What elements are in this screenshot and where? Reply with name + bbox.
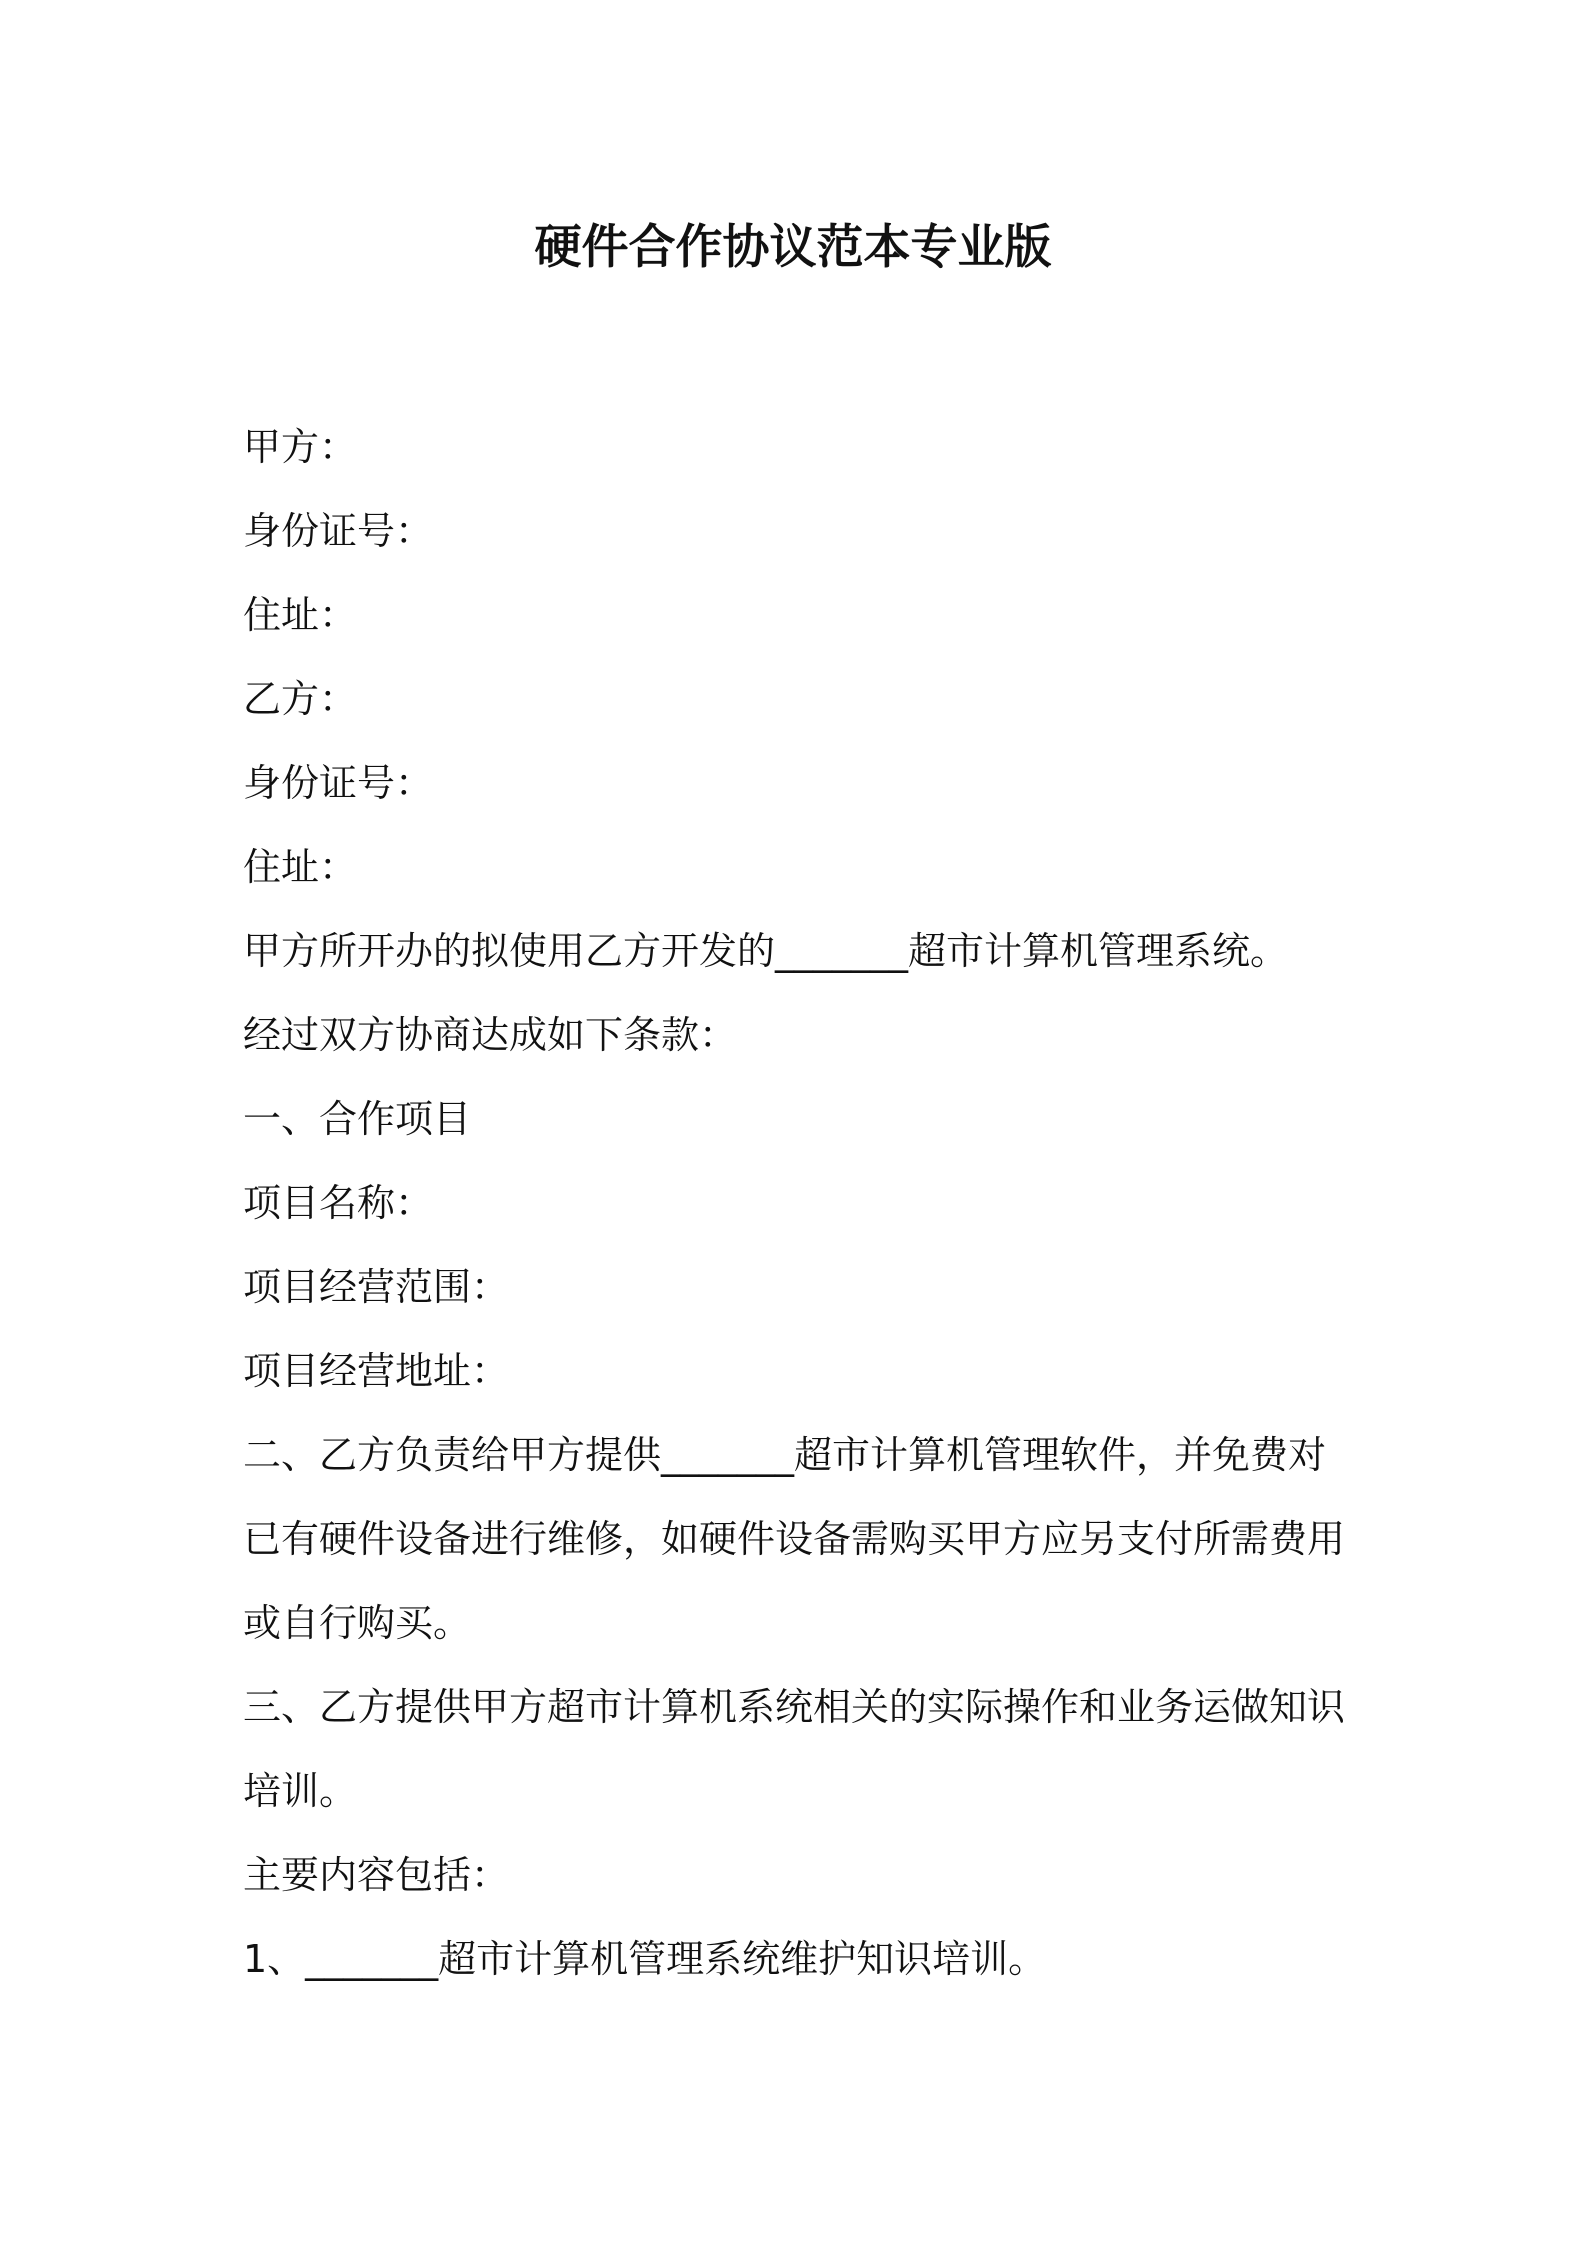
section-3-paragraph: 三、乙方提供甲方超市计算机系统相关的实际操作和业务运做知识培训。 — [243, 1685, 1346, 1813]
project-name-label: 项目名称： — [243, 1181, 434, 1225]
party-b-id-number-label: 身份证号： — [243, 761, 434, 805]
project-address-label: 项目经营地址： — [243, 1349, 510, 1393]
intro-paragraph: 甲方所开办的拟使用乙方开发的_______超市计算机管理系统。 — [243, 929, 1289, 973]
main-content-label: 主要内容包括： — [243, 1853, 510, 1897]
list-item-1: 1、_______超市计算机管理系统维护知识培训。 — [243, 1937, 1047, 1981]
section-1-heading: 一、合作项目 — [243, 1097, 472, 1141]
agreement-statement: 经过双方协商达成如下条款： — [243, 1013, 738, 1057]
document-title: 硬件合作协议范本专业版 — [534, 220, 1052, 275]
party-b-label: 乙方： — [243, 677, 358, 721]
party-b-address-label: 住址： — [243, 845, 358, 889]
party-a-address-label: 住址： — [243, 593, 358, 637]
party-a-id-number-label: 身份证号： — [243, 509, 434, 553]
document-body — [243, 405, 1353, 2001]
project-scope-label: 项目经营范围： — [243, 1265, 510, 1309]
party-a-label: 甲方： — [243, 425, 358, 469]
section-2-paragraph: 二、乙方负责给甲方提供_______超市计算机管理软件，并免费对已有硬件设备进行维修，如硬件设备需购买甲方应另支付所需费用或自行购买。 — [243, 1433, 1346, 1645]
